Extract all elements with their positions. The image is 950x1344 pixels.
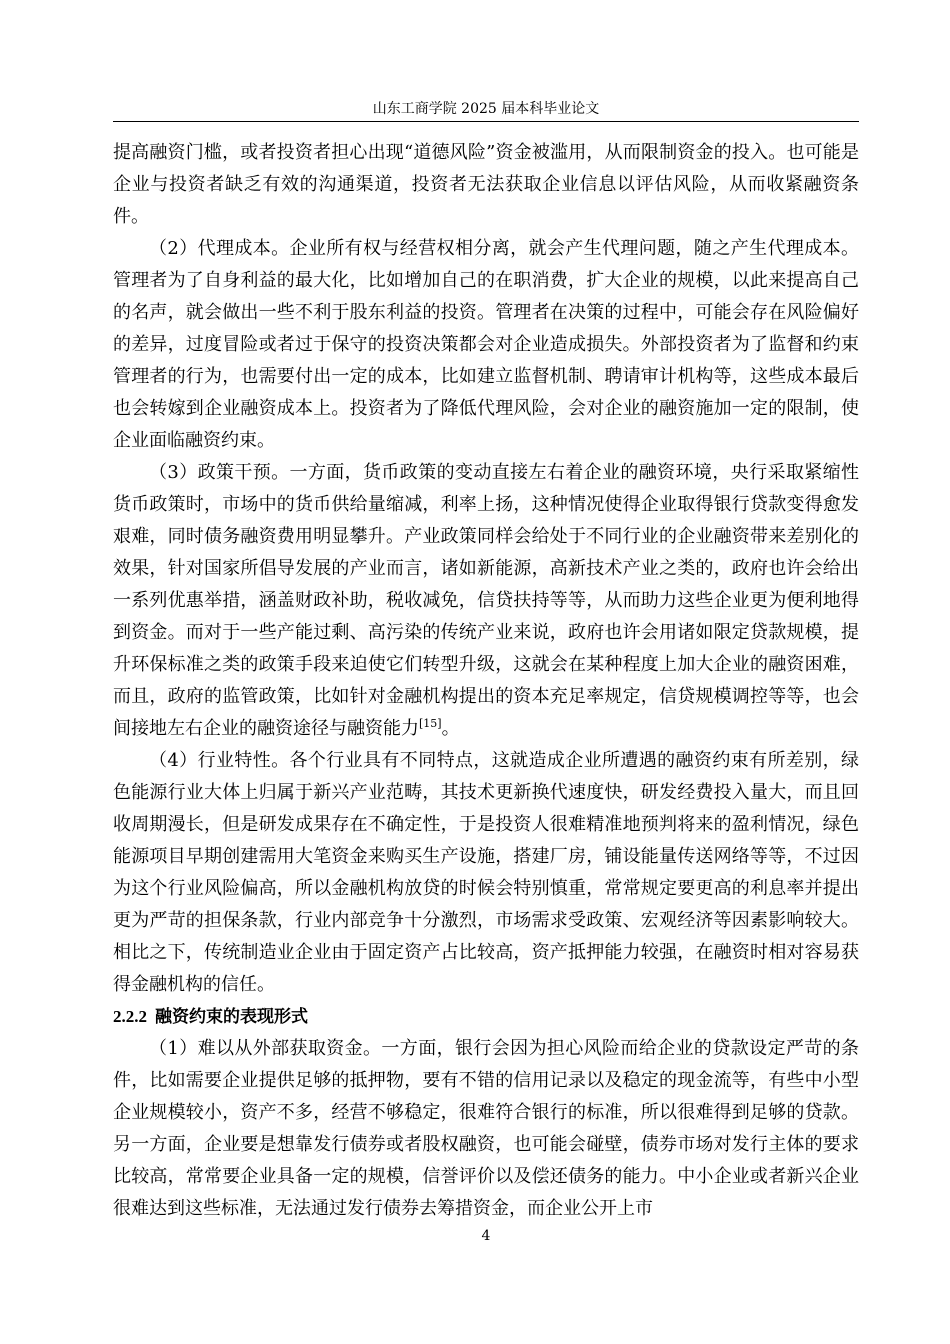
paragraph-external-financing: （1）难以从外部获取资金。一方面，银行会因为担心风险而给企业的贷款设定严苛的条件，比如需要企业提供足够的抵押物，要有不错的信用记录以及稳定的现金流等，有些中小型企业规模较小，资产不多，经营不够稳定，很难符合银行的标准，所以很难得到足够的贷款。另一方面，企业要是想靠发行债券或者股权融资，也可能会碰壁，债券市场对发行主体的要求比较高，常常要企业具备一定的规模，信誉评价以及偿还债务的能力。中小企业或者新兴企业很难达到这些标准，无法通过发行债券去筹措资金，而企业公开上市 — [113, 1038, 859, 1219]
paragraph-policy-intervention — [113, 457, 859, 745]
page-number: 4 — [481, 1228, 491, 1244]
citation-reference[interactable]: [15] — [419, 717, 442, 730]
section-number: 2.2.2 — [113, 1007, 147, 1026]
header-divider — [113, 121, 859, 122]
paragraph-agency-cost: （2）代理成本。企业所有权与经营权相分离，就会产生代理问题，随之产生代理成本。管理者为了自身利益的最大化，比如增加自己的在职消费，扩大企业的规模，以此来提高自己的名声，就会做出一些不利于股东利益的投资。管理者在决策的过程中，可能会存在风险偏好的差异，过度冒险或者过于保守的投资决策都会对企业造成损失。外部投资者为了监督和约束管理者的行为，也需要付出一定的成本，比如建立监督机制、聘请审计机构等，这些成本最后也会转嫁到企业融资成本上。投资者为了降低代理风险，会对企业的融资施加一定的限制，使企业面临融资约束。 — [113, 238, 859, 451]
paragraph-industry-characteristics: （4）行业特性。各个行业具有不同特点，这就造成企业所遭遇的融资约束有所差别，绿色能源行业大体上归属于新兴产业范畴，其技术更新换代速度快，研发经费投入量大，而且回收周期漫长，但是研发成果存在不确定性，于是投资人很难精准地预判将来的盈利情况，绿色能源项目早期创建需用大笔资金来购买生产设施，搭建厂房，铺设能量传送网络等等，不过因为这个行业风险偏高，所以金融机构放贷的时候会特别慎重，常常规定要更高的利息率并提出更为严苛的担保条款，行业内部竞争十分激烈，市场需求受政策、宏观经济等因素影响较大。相比之下，传统制造业企业由于固定资产占比较高，资产抵押能力较强，在融资时相对容易获得金融机构的信任。 — [113, 750, 859, 995]
running-header: 山东工商学院 2025 届本科毕业论文 — [372, 101, 600, 117]
paragraph-policy-end: 。 — [441, 718, 460, 739]
document-body — [113, 137, 859, 1225]
section-title: 融资约束的表现形式 — [155, 1007, 308, 1027]
section-heading — [113, 1001, 859, 1033]
paragraph-continuation: 提高融资门槛，或者投资者担心出现“道德风险”资金被滥用，从而限制资金的投入。也可能是企业与投资者缺乏有效的沟通渠道，投资者无法获取企业信息以评估风险，从而收紧融资条件。 — [113, 142, 859, 227]
paragraph-policy-text: （3）政策干预。一方面，货币政策的变动直接左右着企业的融资环境，央行采取紧缩性货币政策时，市场中的货币供给量缩减，利率上扬，这种情况使得企业取得银行贷款变得愈发艰难，同时债务融资费用明显攀升。产业政策同样会给处于不同行业的企业融资带来差别化的效果，针对国家所倡导发展的产业而言，诸如新能源，高新技术产业之类的，政府也许会给出一系列优惠举措，涵盖财政补助，税收减免，信贷扶持等等，从而助力这些企业更为便利地得到资金。而对于一些产能过剩、高污染的传统产业来说，政府也许会用诸如限定贷款规模，提升环保标准之类的政策手段来迫使它们转型升级，这就会在某种程度上加大企业的融资困难，而且，政府的监管政策，比如针对金融机构提出的资本充足率规定，信贷规模调控等等，也会间接地左右企业的融资途径与融资能力 — [113, 462, 859, 739]
